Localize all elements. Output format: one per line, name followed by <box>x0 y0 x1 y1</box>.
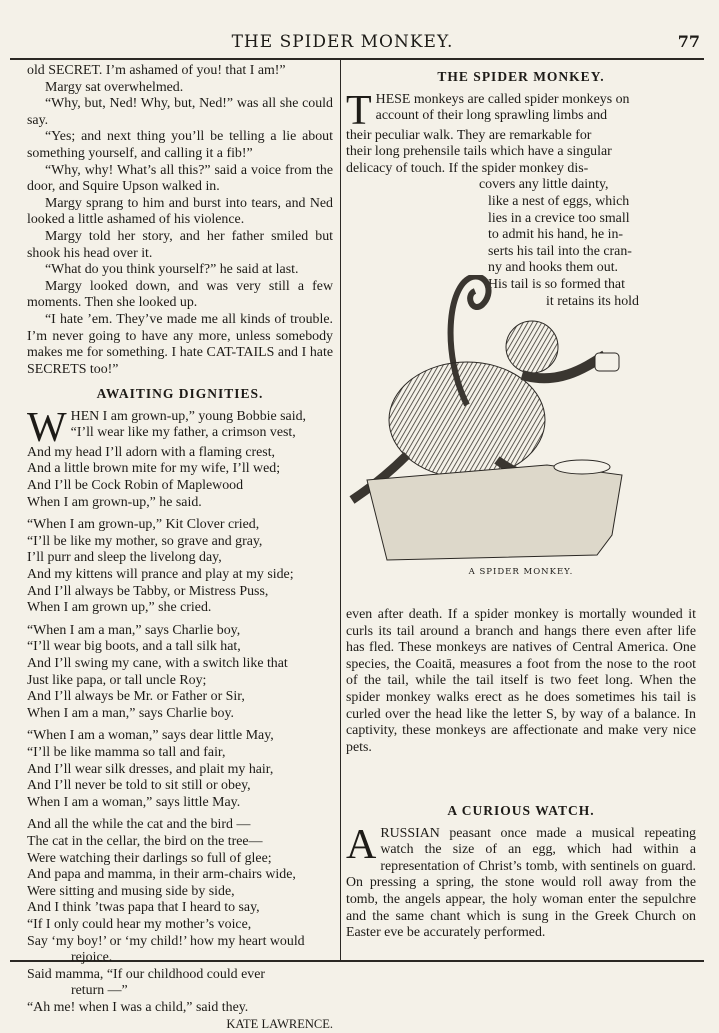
article-line: their long prehensile tails which have a singular <box>346 144 612 160</box>
watch-article <box>346 795 696 942</box>
poem-line: When I am grown up,” she cried. <box>27 600 212 616</box>
page-number: 77 <box>677 32 700 51</box>
article-line: delicacy of touch. If the spider monkey dis- <box>346 160 589 176</box>
right-column <box>346 63 696 310</box>
poem-line: And I’ll always be Mr. or Father or Sir, <box>27 689 245 705</box>
table-shape <box>367 465 622 560</box>
figure-caption: A SPIDER MONKEY. <box>468 567 574 577</box>
story-paragraph: Margy sprang to him and burst into tears, and Ned looked a little ashamed of his violence. <box>27 195 333 228</box>
article-line: it retains its hold <box>546 293 639 309</box>
article-line: their peculiar walk. They are remarkable for <box>346 127 592 143</box>
story-paragraph: “Why, but, Ned! Why, but, Ned!” was all she could say. <box>27 96 333 128</box>
poem-stanza <box>27 817 333 1016</box>
poem-line: And my head I’ll adorn with a flaming crest, <box>27 444 276 460</box>
poem-line: “I’ll wear big boots, and a tall silk hat, <box>27 639 241 655</box>
poem-line: The cat in the cellar, the bird on the tree— <box>27 833 263 849</box>
poem-line: return —” <box>71 983 128 999</box>
left-column <box>27 63 333 1033</box>
poem-line: “If I only could hear my mother’s voice, <box>27 916 252 932</box>
story-paragraph: Margy looked down, and was very still a few moments. Then she looked up. <box>27 278 333 311</box>
poem-author: KATE LAWRENCE. <box>226 1017 333 1032</box>
poem-line: Were sitting and musing side by side, <box>27 883 235 899</box>
drop-cap: W <box>27 404 67 451</box>
saucer-shape <box>554 460 610 474</box>
poem-line: And I’ll never be told to sit still or obey, <box>27 778 251 794</box>
column-divider <box>340 60 341 960</box>
poem-line: When I am a man,” says Charlie boy. <box>27 705 235 721</box>
poem-line: Say ‘my boy!’ or ‘my child!’ how my heart would <box>27 933 305 949</box>
poem-stanza <box>27 404 333 511</box>
article-line: HESE monkeys are called spider monkeys on <box>375 91 630 107</box>
poem-line: “When I am grown-up,” Kit Clover cried, <box>27 517 260 533</box>
page-header <box>10 32 700 54</box>
poem-line: Were watching their darlings so full of glee; <box>27 850 272 866</box>
poem-line: “When I am a man,” says Charlie boy, <box>27 622 241 638</box>
poem-line: And I’ll wear silk dresses, and plait my hair, <box>27 761 274 777</box>
poem-line: And I’ll swing my cane, with a switch like that <box>27 656 288 671</box>
poem-line: Just like papa, or tall uncle Roy; <box>27 672 207 688</box>
article-title: THE SPIDER MONKEY. <box>437 69 605 84</box>
article-line: His tail is so formed that <box>488 276 625 292</box>
article-line: account of their long sprawling limbs and <box>375 108 608 124</box>
poem-line: And I’ll always be Tabby, or Mistress Puss, <box>27 583 269 599</box>
story-paragraph: “What do you think yourself?” he said at last. <box>45 262 299 278</box>
article-line: ny and hooks them out. <box>488 260 619 276</box>
running-title: THE SPIDER MONKEY. <box>231 32 454 52</box>
poem-line: And I think ’twas papa that I heard to say, <box>27 900 260 916</box>
article-continued: even after death. If a spider monkey is mortally wounded it curls its tail around a branch and hangs there even after life has fled. These monkeys are natives of Central America. One species, the Coaitā, measures a foot from the nose to the root of the tail, while the tail itself is two feet long. When the spider monkey walks erect as he does sometimes his tail is curled over the head like the letter S, by way of a balance. In captivity, these monkeys are affectionate and make very nice pets. <box>346 607 696 755</box>
poem-stanza <box>27 728 333 811</box>
poem-line: “I’ll be like mamma so tall and fair, <box>27 744 226 760</box>
story-paragraph: “Why, why! What’s all this?” said a voice from the door, and Squire Upson walked in. <box>27 162 333 195</box>
story-paragraph: Margy told her story, and her father smiled but shook his head over it. <box>27 228 333 261</box>
watch-body: RUSSIAN peasant once made a musical repeating watch the size of an egg, which had within a representation of Christ’s tomb, with sentinels on guard. On pressing a spring, the stone would roll away from the tomb, the angels appear, the holy woman enter the sepulchre and the same chant which is sung in the Greek Church on Easter eve be accurately performed. <box>346 825 696 941</box>
poem-line: And papa and mamma, in their arm-chairs wide, <box>27 867 296 883</box>
watch-title: A CURIOUS WATCH. <box>447 803 595 818</box>
article-line: serts his tail into the cran- <box>488 243 632 259</box>
story-paragraph: old SECRET. I’m ashamed of you! that I am!” <box>27 63 286 78</box>
cup-shape <box>595 353 619 371</box>
poem-line: “When I am a woman,” says dear little May, <box>27 728 274 744</box>
drop-cap: T <box>346 87 372 134</box>
poem-line: HEN I am grown-up,” young Bobbie said, <box>70 408 306 424</box>
poem-line: “Ah me! when I was a child,” said they. <box>27 999 249 1015</box>
poem-line: And I’ll be Cock Robin of Maplewood <box>27 478 244 494</box>
poem-line: “I’ll be like my mother, so grave and gray, <box>27 533 263 549</box>
header-rule <box>10 58 704 60</box>
watch-paragraph <box>346 821 696 942</box>
poem-line: And a little brown mite for my wife, I’ll wed; <box>27 461 281 477</box>
poem-line: When I am a woman,” says little May. <box>27 794 241 810</box>
spider-monkey-illustration <box>347 275 627 565</box>
article-line: like a nest of eggs, which <box>488 193 630 209</box>
poem-line: rejoice. <box>71 950 113 966</box>
article-line: lies in a crevice too small <box>488 210 630 226</box>
article-line: covers any little dainty, <box>479 177 609 193</box>
poem-title: AWAITING DIGNITIES. <box>96 386 264 402</box>
poem-line: “I’ll wear like my father, a crimson vest, <box>70 425 296 441</box>
poem-line: And all the while the cat and the bird — <box>27 817 251 833</box>
article-line: to admit his hand, he in- <box>488 227 624 243</box>
story-paragraph: “I hate ’em. They’ve made me all kinds of trouble. I’m never going to have any more, unless somebody makes me for something. I hate CAT-TAILS and I hate SECRETS too!” <box>27 311 333 377</box>
drop-cap: A <box>346 821 377 868</box>
poem-line: I’ll purr and sleep the livelong day, <box>27 550 222 566</box>
story-paragraph: Margy sat overwhelmed. <box>45 79 184 95</box>
poem-line: And my kittens will prance and play at my side; <box>27 567 294 583</box>
poem-stanza <box>27 517 333 617</box>
story-paragraph: “Yes; and next thing you’ll be telling a lie about something yourself, and calling it a fib!” <box>27 129 333 161</box>
poem-line: Said mamma, “If our childhood could ever <box>27 966 265 982</box>
head-shape <box>506 321 558 373</box>
poem-stanza <box>27 623 333 723</box>
poem-line: When I am grown-up,” he said. <box>27 494 202 510</box>
